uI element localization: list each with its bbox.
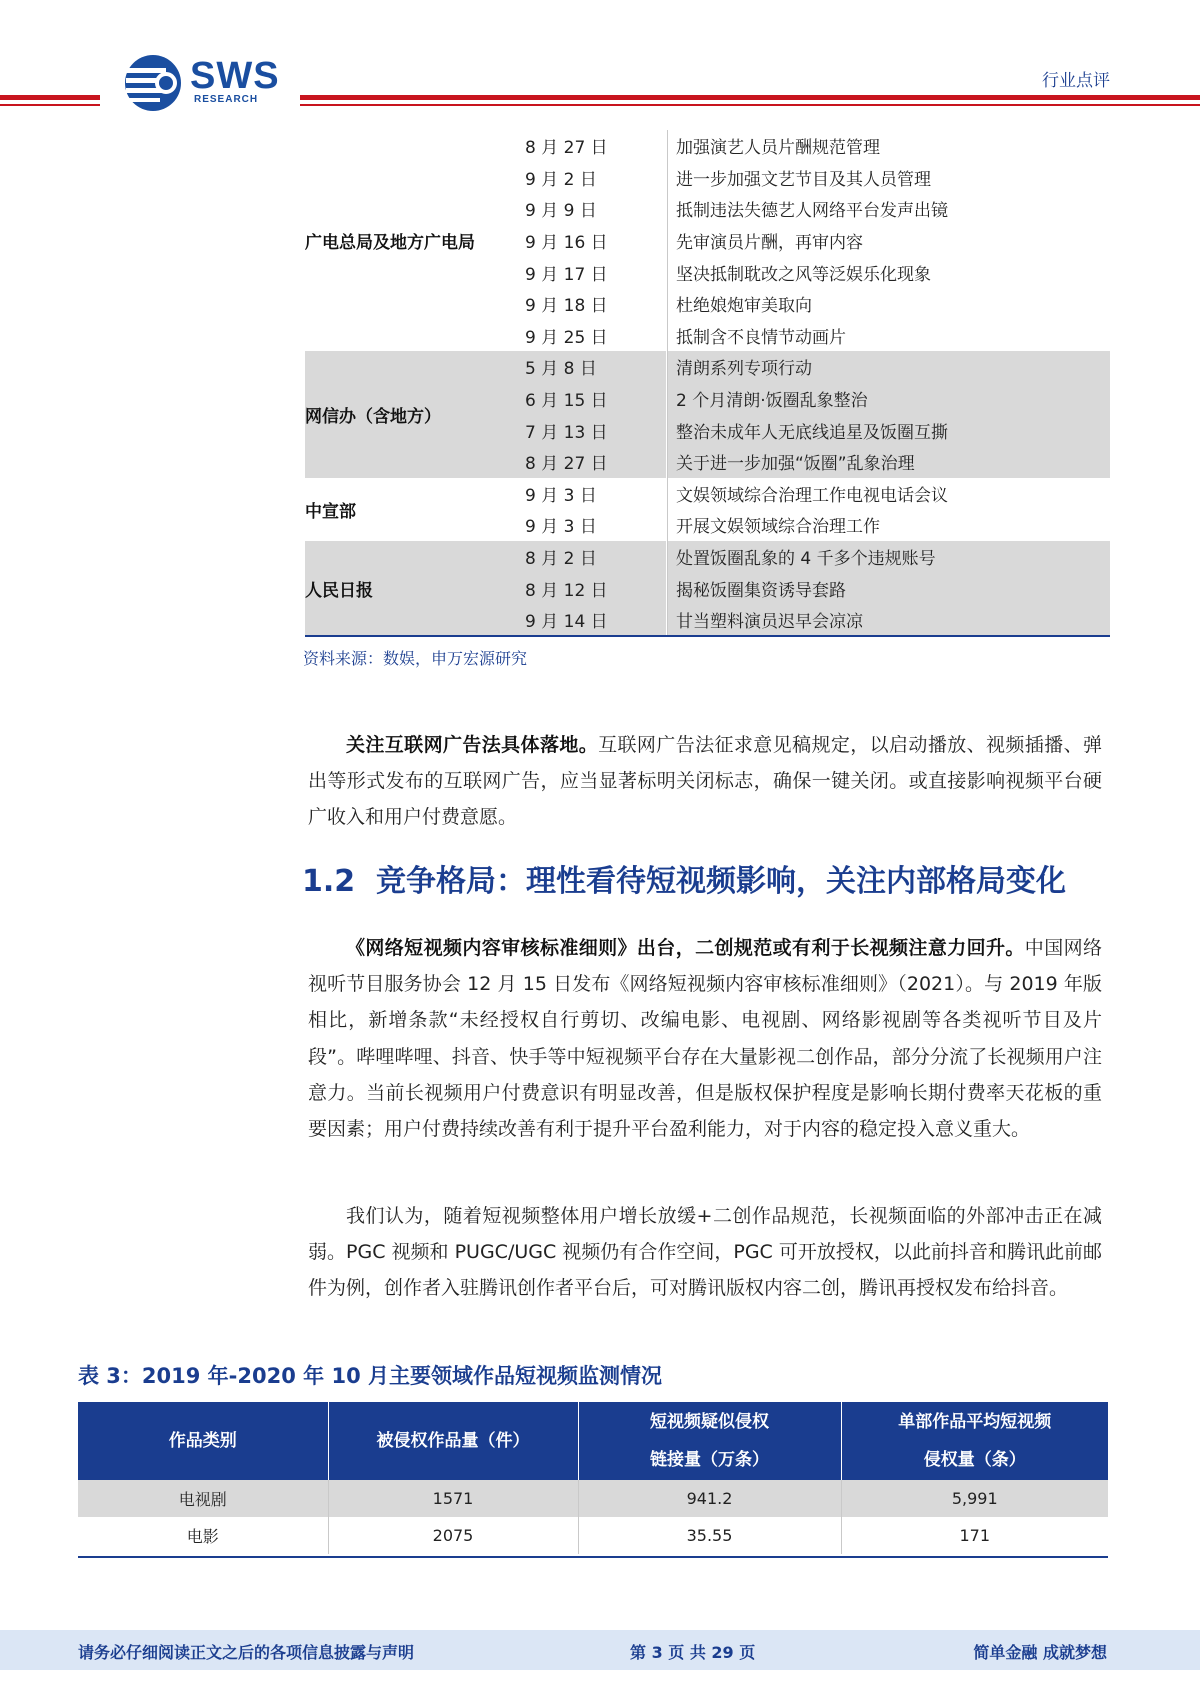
table-row (523, 509, 1110, 541)
table-bottom-rule (305, 635, 1110, 637)
paragraph-lead: 关注互联网广告法具体落地。 (346, 734, 599, 756)
table-cell: 电影 (78, 1517, 328, 1554)
table-cell: 5,991 (841, 1480, 1108, 1517)
section-number: 1.2 (302, 864, 356, 899)
table-row (523, 446, 1110, 478)
page-number: 第 3 页 共 29 页 (630, 1643, 756, 1662)
regulation-date: 9 月 16 日 (523, 225, 667, 257)
paragraph-conclusion (308, 1198, 1102, 1307)
paragraph-body: 互联网广告法征求意见稿规定，以启动播放、视频插播、弹出等形式发布的互联网广告，应当显著标明关闭标志，确保一键关闭。或直接影响视频平台硬广收入和用户付费意愿。 (308, 734, 1102, 829)
table-row (523, 351, 1110, 383)
section-heading: 竞争格局：理性看待短视频影响，关注内部格局变化 (376, 864, 1067, 899)
regulation-event: 甘当塑料演员迟早会凉凉 (667, 604, 863, 636)
header-rule (300, 104, 1200, 106)
regulation-event: 坚决抵制耽改之风等泛娱乐化现象 (667, 256, 931, 288)
regulation-event: 抵制含不良情节动画片 (667, 320, 846, 352)
table-row (523, 541, 1110, 573)
sws-logo-icon (124, 54, 182, 112)
table-row (523, 130, 1110, 162)
regulation-date: 9 月 25 日 (523, 320, 667, 352)
logo-subtext: RESEARCH (194, 94, 259, 105)
table-row (523, 478, 1110, 510)
regulation-event: 2 个月清朗·饭圈乱象整治 (667, 383, 868, 415)
regulation-date: 9 月 14 日 (523, 604, 667, 636)
table-bottom-rule (78, 1556, 1108, 1558)
regulation-event: 整治未成年人无底线追星及饭圈互撕 (667, 414, 948, 446)
paragraph-body: 我们认为，随着短视频整体用户增长放缓+二创作品规范，长视频面临的外部冲击正在减弱。PGC 视频和 PUGC/UGC 视频仍有合作空间，PGC 可开放授权，以此前抖音和腾讯此前邮件为例，创作者入驻腾讯创作者平台后，可对腾讯版权内容二创，腾讯再授权发布给抖音。 (308, 1205, 1102, 1300)
regulation-event: 抵制违法失德艺人网络平台发声出镜 (667, 193, 948, 225)
regulation-date: 8 月 2 日 (523, 541, 667, 573)
regulation-group (305, 351, 1110, 477)
regulation-date: 9 月 2 日 (523, 162, 667, 194)
regulation-date: 9 月 18 日 (523, 288, 667, 320)
page-footer (0, 1630, 1200, 1670)
header-rule (300, 95, 1200, 100)
regulation-date: 9 月 9 日 (523, 193, 667, 225)
regulation-date: 5 月 8 日 (523, 351, 667, 383)
paragraph-short-video-rules (308, 930, 1102, 1147)
table-source: 资料来源：数娱，申万宏源研究 (303, 649, 528, 668)
regulation-event: 加强演艺人员片酬规范管理 (667, 130, 880, 162)
table-cell: 35.55 (578, 1517, 841, 1554)
regulation-event: 文娱领域综合治理工作电视电话会议 (667, 478, 948, 510)
header-rule (0, 95, 100, 100)
table-row (523, 320, 1110, 352)
regulator-name: 广电总局及地方广电局 (305, 233, 475, 254)
logo-text: SWS (190, 55, 280, 97)
section-title (302, 856, 1066, 900)
table-header-average: 单部作品平均短视频 侵权量（条） (841, 1402, 1108, 1480)
regulation-event: 揭秘饭圈集资诱导套路 (667, 572, 846, 604)
table-header-category: 作品类别 (78, 1402, 328, 1480)
table-row (523, 572, 1110, 604)
regulation-table (305, 130, 1110, 636)
table-row (523, 256, 1110, 288)
regulation-event: 杜绝娘炮审美取向 (667, 288, 812, 320)
regulation-event: 先审演员片酬，再审内容 (667, 225, 863, 257)
table-cell: 电视剧 (78, 1480, 328, 1517)
table-row (523, 193, 1110, 225)
regulation-date: 6 月 15 日 (523, 383, 667, 415)
table-row (523, 225, 1110, 257)
table-row (523, 383, 1110, 415)
table-header-works: 被侵权作品量（件） (328, 1402, 578, 1480)
table3-title: 表 3：2019 年-2020 年 10 月主要领域作品短视频监测情况 (78, 1364, 662, 1388)
regulation-date: 9 月 3 日 (523, 509, 667, 541)
regulation-event: 开展文娱领域综合治理工作 (667, 509, 880, 541)
regulation-date: 8 月 27 日 (523, 446, 667, 478)
regulation-group (305, 478, 1110, 541)
table-cell: 941.2 (578, 1480, 841, 1517)
regulation-event: 进一步加强文艺节目及其人员管理 (667, 162, 931, 194)
table-row (523, 414, 1110, 446)
regulation-event: 清朗系列专项行动 (667, 351, 812, 383)
regulation-event: 处置饭圈乱象的 4 千多个违规账号 (667, 541, 936, 573)
table-row (78, 1480, 1108, 1517)
paragraph-ad-law (308, 727, 1102, 836)
paragraph-lead: 《网络短视频内容审核标准细则》出台，二创规范或有利于长视频注意力回升。 (346, 937, 1025, 959)
regulation-date: 8 月 27 日 (523, 130, 667, 162)
table-row (523, 162, 1110, 194)
header-rule (0, 104, 100, 106)
table-cell: 171 (959, 1526, 991, 1545)
regulation-group (305, 541, 1110, 636)
regulation-date: 9 月 17 日 (523, 256, 667, 288)
regulation-date: 9 月 3 日 (523, 478, 667, 510)
regulator-name: 人民日报 (305, 580, 373, 601)
table-cell: 2075 (328, 1517, 578, 1554)
regulation-date: 7 月 13 日 (523, 414, 667, 446)
table-header-links: 短视频疑似侵权 链接量（万条） (578, 1402, 841, 1480)
table-row (78, 1517, 1108, 1554)
table-cell: 1571 (328, 1480, 578, 1517)
table-row (523, 604, 1110, 636)
table3 (78, 1402, 1108, 1554)
regulation-date: 8 月 12 日 (523, 572, 667, 604)
regulation-event: 关于进一步加强“饭圈”乱象治理 (667, 446, 915, 478)
report-type: 行业点评 (1042, 71, 1110, 91)
footer-disclaimer: 请务必仔细阅读正文之后的各项信息披露与声明 (78, 1643, 415, 1662)
regulation-group (305, 130, 1110, 351)
regulator-name: 网信办（含地方） (305, 406, 441, 427)
regulator-name: 中宣部 (305, 501, 356, 522)
paragraph-body: 中国网络视听节目服务协会 12 月 15 日发布《网络短视频内容审核标准细则》（2021）。与 2019 年版相比，新增条款“未经授权自行剪切、改编电影、电视剧、网络影视剧等各类视听节目及片段”。哔哩哔哩、抖音、快手等中短视频平台存在大量影视二创作品，部分分流了长视频用户注意力。当前长视频用户付费意识有明显改善，但是版权保护程度是影响长期付费率天花板的重要因素；用户付费持续改善有利于提升平台盈利能力，对于内容的稳定投入意义重大。 (308, 937, 1102, 1141)
footer-slogan: 简单金融 成就梦想 (973, 1643, 1107, 1662)
table-row (523, 288, 1110, 320)
